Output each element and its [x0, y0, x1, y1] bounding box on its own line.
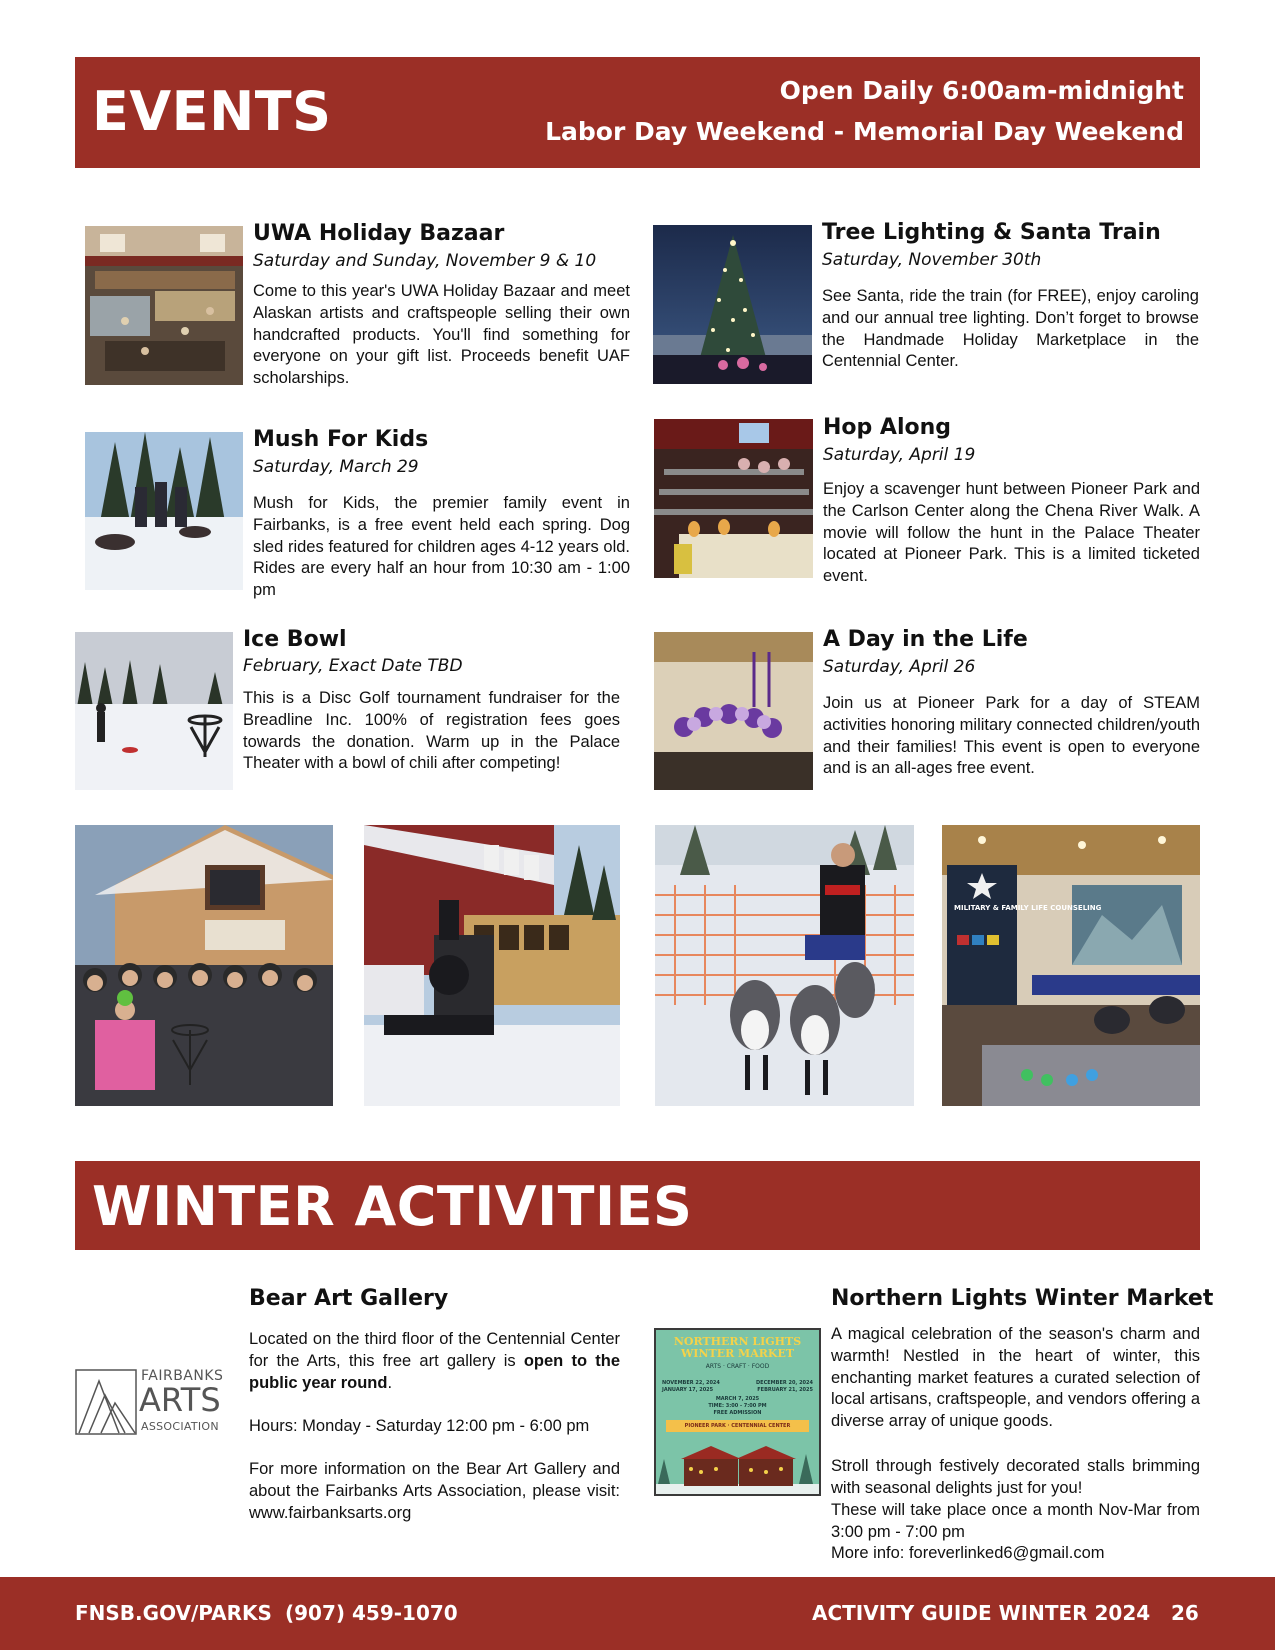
tree-lighting-photo — [653, 225, 812, 384]
northern-lights-schedule: These will take place once a month Nov-Mar from 3:00 pm - 7:00 pm — [831, 1501, 1200, 1541]
event-date: February, Exact Date TBD — [243, 656, 463, 676]
event-title: Tree Lighting & Santa Train — [822, 220, 1161, 245]
event-date: Saturday and Sunday, November 9 & 10 — [253, 251, 597, 271]
mush-photo — [85, 432, 243, 590]
bear-gallery-description: Located on the third floor of the Centennial Center for the Arts, this free art gallery is open to the public year round. — [249, 1330, 620, 1392]
footer-page-number: 26 — [1171, 1601, 1199, 1625]
event-title: Ice Bowl — [243, 627, 347, 652]
events-heading: EVENTS — [92, 80, 332, 143]
footer-phone: (907) 459-1070 — [285, 1601, 458, 1625]
mountain-logo-icon — [75, 1369, 137, 1435]
page-footer — [0, 1577, 1275, 1650]
winter-activities-header-band — [75, 1161, 1200, 1250]
winter-activities-heading: WINTER ACTIVITIES — [92, 1175, 693, 1238]
bear-gallery-hours: Hours: Monday - Saturday 12:00 pm - 6:00 pm — [249, 1417, 590, 1435]
event-date: Saturday, November 30th — [822, 250, 1042, 270]
park-hours — [545, 70, 1184, 152]
bear-gallery-open-note: open to the public year round — [249, 1351, 620, 1392]
winter-market-poster — [654, 1328, 821, 1496]
fairbanks-arts-logo — [75, 1368, 235, 1436]
poster-subtitle: ARTS · CRAFT · FOOD — [705, 1363, 770, 1370]
poster-market-stalls-icon — [656, 1434, 819, 1494]
poster-location: PIONEER PARK · CENTENNIAL CENTER — [666, 1420, 809, 1432]
bear-gallery-title: Bear Art Gallery — [249, 1286, 449, 1311]
poster-time: MARCH 7, 2025 TIME: 3:00 - 7:00 PM FREE ADMISSION — [708, 1396, 767, 1416]
hours-line-1: Open Daily 6:00am-midnight — [779, 76, 1184, 105]
day-in-life-photo — [654, 632, 813, 790]
poster-dates-right: DECEMBER 20, 2024 FEBRUARY 21, 2025 — [756, 1380, 813, 1393]
gallery-photo-dog-sled — [655, 825, 914, 1106]
event-date: Saturday, April 26 — [823, 657, 976, 677]
event-title: A Day in the Life — [823, 627, 1028, 652]
poster-dates-left: NOVEMBER 22, 2024 JANUARY 17, 2025 — [662, 1380, 720, 1393]
footer-website: FNSB.GOV/PARKS — [75, 1601, 272, 1625]
ice-bowl-photo — [75, 632, 233, 790]
gallery-photo-santa-train — [364, 825, 620, 1106]
bear-gallery-more-info: For more information on the Bear Art Gallery and about the Fairbanks Arts Association, please visit: www.fairbanksarts.org — [249, 1460, 620, 1522]
poster-title: NORTHERN LIGHTS WINTER MARKET — [673, 1335, 802, 1360]
military-banner-text: MILITARY & FAMILY LIFE COUNSELING — [954, 904, 1102, 912]
event-title: Hop Along — [823, 415, 952, 440]
event-description: Join us at Pioneer Park for a day of STEAM activities honoring military connected children/youth and their families! This event is open to everyone and is an all-ages free event. — [823, 694, 1200, 778]
event-description: Enjoy a scavenger hunt between Pioneer Park and the Carlson Center along the Chena River Walk. A movie will follow the hunt in the Palace Theater located at Pioneer Park. This is a limited ticketed event. — [823, 480, 1200, 586]
hop-along-photo — [654, 419, 813, 578]
northern-lights-more-info: More info: foreverlinked6@gmail.com — [831, 1544, 1105, 1562]
event-date: Saturday, April 19 — [823, 445, 976, 465]
logo-text-arts: ARTS — [139, 1381, 221, 1419]
event-description: Come to this year's UWA Holiday Bazaar and meet Alaskan artists and craftspeople selling their own handcrafted products. You'll find something for everyone on your gift list. Proceeds benefit UAF scholarships. — [253, 282, 630, 388]
northern-lights-description: A magical celebration of the season's charm and warmth! Nestled in the heart of winter, this enchanting market features a curated selection of local artisans, craftspeople, and vendors offering a diverse array of unique goods. — [831, 1325, 1200, 1431]
footer-guide-title: ACTIVITY GUIDE WINTER 2024 — [812, 1601, 1151, 1625]
northern-lights-stroll: Stroll through festively decorated stalls brimming with seasonal delights just for you! — [831, 1457, 1200, 1497]
event-description: Mush for Kids, the premier family event in Fairbanks, is a free event held each spring. Dog sled rides featured for children ages 4-12 years old. Rides are every half an hour from 10:30 am - 1:00 pm — [253, 494, 630, 600]
event-date: Saturday, March 29 — [253, 457, 419, 477]
logo-text-fairbanks: FAIRBANKS — [141, 1368, 224, 1384]
event-description: This is a Disc Golf tournament fundraiser for the Breadline Inc. 100% of registration fees goes towards the donation. Warm up in the Palace Theater with a bowl of chili after competing! — [243, 689, 620, 773]
event-title: Mush For Kids — [253, 427, 429, 452]
logo-text-association: ASSOCIATION — [141, 1420, 219, 1433]
event-description: See Santa, ride the train (for FREE), enjoy caroling and our annual tree lighting. Don’t forget to browse the Handmade Holiday Marketplace in the Centennial Center. — [822, 287, 1199, 371]
gallery-photo-military-counseling — [942, 825, 1200, 1106]
events-header-band — [75, 57, 1200, 168]
event-title: UWA Holiday Bazaar — [253, 221, 505, 246]
gallery-photo-disc-golf-group — [75, 825, 333, 1106]
bazaar-photo — [85, 226, 243, 385]
hours-line-2: Labor Day Weekend - Memorial Day Weekend — [545, 117, 1184, 146]
northern-lights-title: Northern Lights Winter Market — [831, 1286, 1214, 1311]
